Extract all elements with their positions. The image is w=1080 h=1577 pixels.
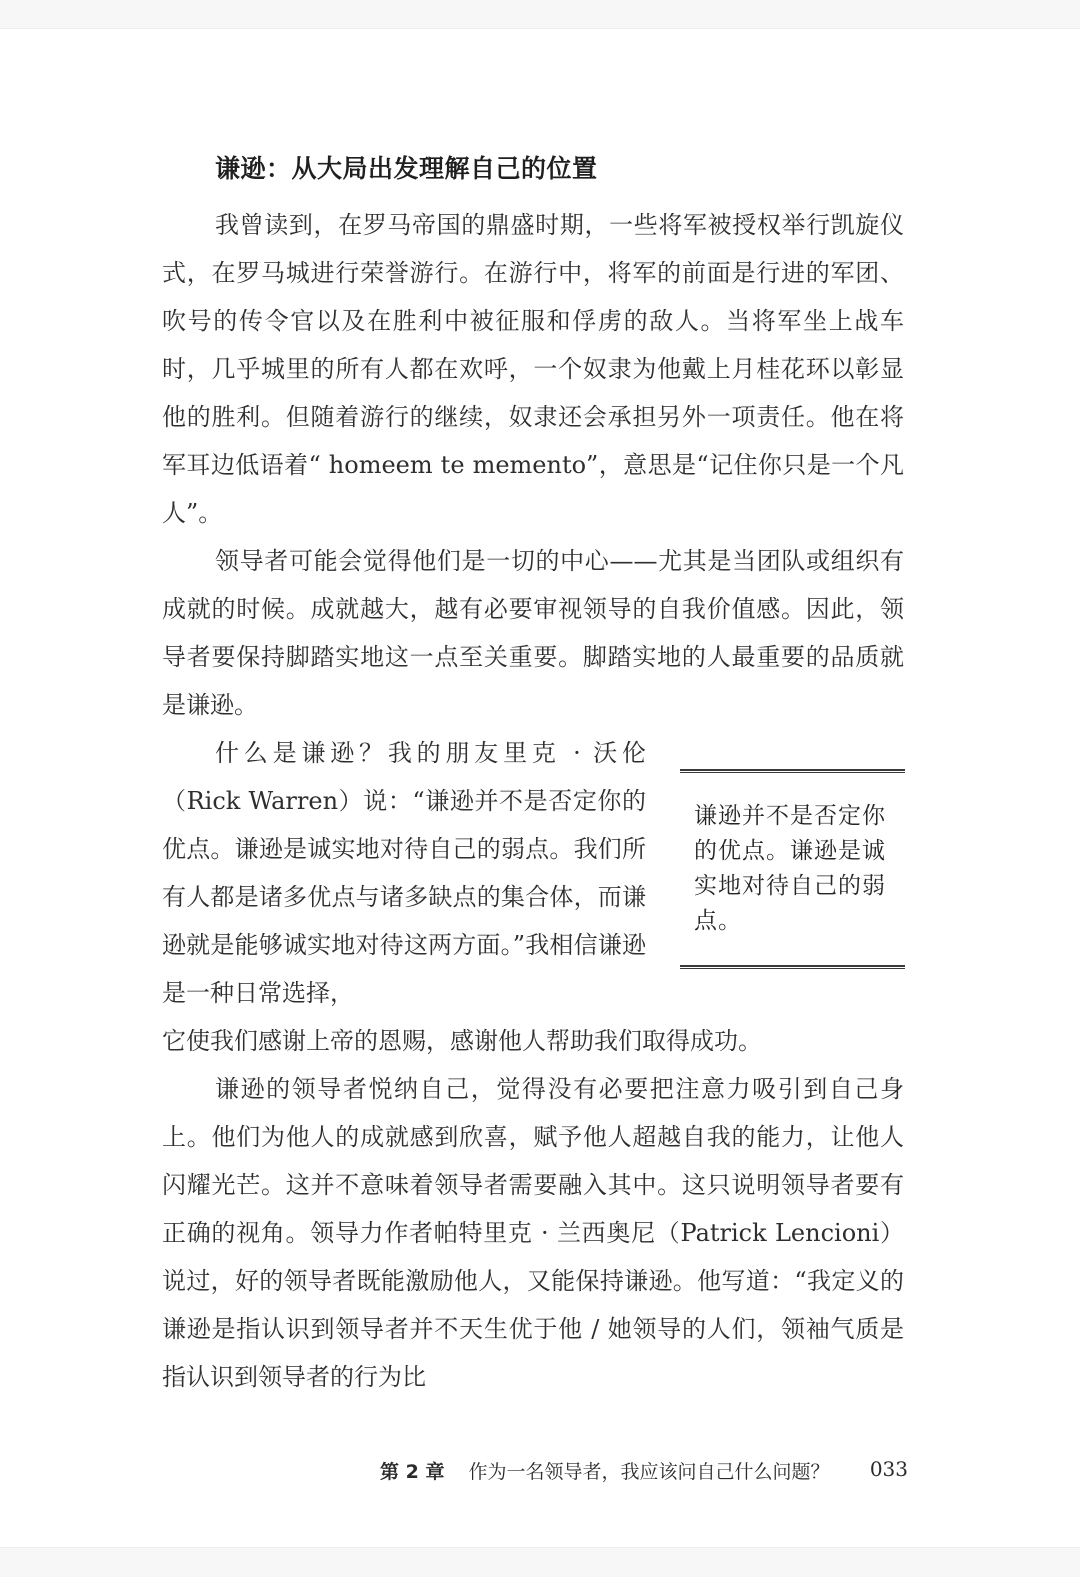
footer-chapter-title: 作为一名领导者，我应该问自己什么问题？	[468, 1461, 830, 1483]
book-page	[0, 28, 1080, 1548]
pull-quote-box	[680, 743, 905, 970]
paragraph-humble-leaders: 谦逊的领导者悦纳自己，觉得没有必要把注意力吸引到自己身上。他们为他人的成就感到欣喜，赋予他人超越自我的能力，让他人闪耀光芒。这并不意味着领导者需要融入其中。这只说明领导者要有正确的视角。领导力作者帕特里克 · 兰西奥尼（Patrick Lencioni）说过，好的领导者既能激励他人，又能保持谦逊。他写道：“我定义的谦逊是指认识到领导者并不天生优于他 / 她领导的人们，领袖气质是指认识到领导者的行为比	[162, 1075, 904, 1391]
paragraph-roman-triumph: 我曾读到，在罗马帝国的鼎盛时期，一些将军被授权举行凯旋仪式，在罗马城进行荣誉游行。在游行中，将军的前面是行进的军团、吹号的传令官以及在胜利中被征服和俘虏的敌人。当将军坐上战车时，几乎城里的所有人都在欢呼，一个奴隶为他戴上月桂花环以彰显他的胜利。但随着游行的继续，奴隶还会承担另外一项责任。他在将军耳边低语着“ homeem te memento”，意思是“记住你只是一个凡人”。	[162, 211, 904, 527]
pull-quote-text: 谦逊并不是否定你的优点。谦逊是诚实地对待自己的弱点。	[694, 803, 886, 934]
paragraph-what-is-humility-continued: 它使我们感谢上帝的恩赐，感谢他人帮助我们取得成功。	[162, 1027, 762, 1055]
page-number: 033	[869, 1457, 908, 1481]
footer-chapter-label: 第 2 章	[380, 1461, 445, 1483]
pull-quote-bottom-rule	[680, 965, 905, 969]
pull-quote-top-rule	[680, 769, 905, 773]
paragraph-what-is-humility: 什么是谦逊？我的朋友里克 · 沃伦（Rick Warren）说：“谦逊并不是否定你的优点。谦逊是诚实地对待自己的弱点。我们所有人都是诸多优点与诸多缺点的集合体，而谦逊就是能够诚实地对待这两方面。”我相信谦逊是一种日常选择，	[162, 739, 646, 1007]
section-heading: 谦逊：从大局出发理解自己的位置	[215, 154, 598, 183]
paragraph-center-of-everything: 领导者可能会觉得他们是一切的中心——尤其是当团队或组织有成就的时候。成就越大，越有必要审视领导的自我价值感。因此，领导者要保持脚踏实地这一点至关重要。脚踏实地的人最重要的品质就是谦逊。	[162, 547, 904, 719]
page-footer	[380, 1457, 910, 1484]
